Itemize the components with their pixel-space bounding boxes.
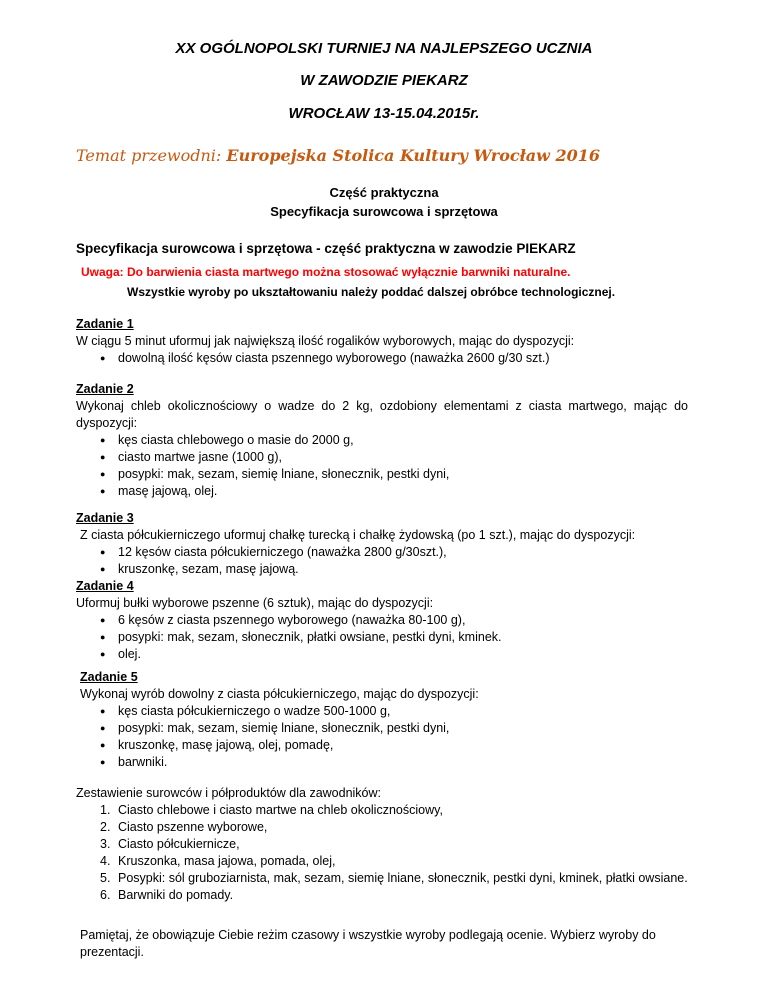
task-items	[76, 350, 688, 367]
note-text: Wszystkie wyroby po ukształtowaniu należy poddać dalszej obróbce technologicznej.	[127, 285, 616, 299]
title-line-1: XX OGÓLNOPOLSKI TURNIEJ NA NAJLEPSZEGO UCZNIA	[175, 40, 593, 57]
list-number: 2.	[100, 820, 111, 834]
list-number: 4.	[100, 854, 111, 868]
task-label: Zadanie 2	[76, 382, 134, 396]
task-items	[76, 612, 688, 663]
list-item	[100, 819, 688, 836]
list-item: ● posypki: mak, sezam, siemię lniane, słonecznik, pestki dyni,	[100, 720, 692, 737]
list-number: 1.	[100, 803, 111, 817]
list-number: 5.	[100, 871, 111, 885]
summary-intro: Zestawienie surowców i półproduktów dla zawodników:	[76, 786, 382, 800]
task-text: W ciągu 5 minut uformuj jak największą ilość rogalików wyborowych, mając do dyspozycji:	[76, 334, 575, 348]
task-text: Uformuj bułki wyborowe pszenne (6 sztuk), mając do dyspozycji:	[76, 596, 434, 610]
task-label: Zadanie 4	[76, 579, 134, 593]
task-label: Zadanie 3	[76, 511, 134, 525]
list-item	[100, 853, 688, 870]
list-item	[100, 836, 688, 853]
list-item: ● barwniki.	[100, 754, 692, 771]
list-item: ● 6 kęsów z ciasta pszennego wyborowego (naważka 80-100 g),	[100, 612, 688, 629]
list-text: Ciasto półcukiernicze,	[118, 837, 240, 851]
task-4	[76, 578, 688, 663]
task-label: Zadanie 5	[80, 670, 138, 684]
list-number: 6.	[100, 888, 111, 902]
list-item: ● kruszonkę, masę jajową, olej, pomadę,	[100, 737, 692, 754]
task-items	[76, 432, 688, 500]
list-item: ● kęs ciasta półcukierniczego o wadze 500-1000 g,	[100, 703, 692, 720]
task-items	[80, 703, 692, 771]
list-item: ● ciasto martwe jasne (1000 g),	[100, 449, 688, 466]
list-text: Ciasto pszenne wyborowe,	[118, 820, 268, 834]
title-line-3: WROCŁAW 13-15.04.2015r.	[288, 105, 480, 122]
list-item: ● dowolną ilość kęsów ciasta pszennego wyborowego (naważka 2600 g/30 szt.)	[100, 350, 688, 367]
task-text: Wykonaj chleb okolicznościowy o wadze do 2 kg, ozdobiony elementami z ciasta martwego, mając do dyspozycji:	[76, 399, 688, 430]
list-item: ● 12 kęsów ciasta półcukierniczego (naważka 2800 g/30szt.),	[100, 544, 688, 561]
task-items	[76, 544, 688, 578]
summary-section	[76, 785, 688, 904]
footer-note: Pamiętaj, że obowiązuje Ciebie reżim czasowy i wszystkie wyroby podlegają ocenie. Wybierz wyroby do prezentacji.	[80, 928, 656, 959]
list-number: 3.	[100, 837, 111, 851]
list-text: Ciasto chlebowe i ciasto martwe na chleb okolicznościowy,	[118, 803, 443, 817]
theme-name: Europejska Stolica Kultury Wrocław 2016	[226, 146, 601, 165]
list-item	[100, 802, 688, 819]
list-item: ● posypki: mak, sezam, słonecznik, płatki owsiane, pestki dyni, kminek.	[100, 629, 688, 646]
list-text: Kruszonka, masa jajowa, pomada, olej,	[118, 854, 336, 868]
task-text: Wykonaj wyrób dowolny z ciasta półcukierniczego, mając do dyspozycji:	[80, 687, 479, 701]
list-item: ● masę jajową, olej.	[100, 483, 688, 500]
task-2	[76, 381, 688, 500]
section-title: Specyfikacja surowcowa i sprzętowa - część praktyczna w zawodzie PIEKARZ	[76, 241, 576, 256]
theme-line	[76, 146, 600, 165]
subheader-line-2: Specyfikacja surowcowa i sprzętowa	[270, 204, 498, 219]
list-item: ● olej.	[100, 646, 688, 663]
list-item: ● kęs ciasta chlebowego o masie do 2000 g,	[100, 432, 688, 449]
warning-text: Uwaga: Do barwienia ciasta martwego można stosować wyłącznie barwniki naturalne.	[81, 265, 571, 279]
list-item: ● posypki: mak, sezam, siemię lniane, słonecznik, pestki dyni,	[100, 466, 688, 483]
task-3	[76, 510, 688, 578]
list-item	[100, 887, 688, 904]
list-text: Posypki: sól gruboziarnista, mak, sezam, siemię lniane, słonecznik, pestki dyni, kminek, płatki owsiane.	[118, 871, 688, 885]
title-line-2: W ZAWODZIE PIEKARZ	[300, 72, 468, 89]
list-item	[100, 870, 688, 887]
task-1	[76, 316, 688, 367]
task-text: Z ciasta półcukierniczego uformuj chałkę turecką i chałkę żydowską (po 1 szt.), mając do dyspozycji:	[80, 528, 636, 542]
task-5	[80, 669, 692, 771]
task-label: Zadanie 1	[76, 317, 134, 331]
summary-list	[76, 802, 688, 904]
list-item: ● kruszonkę, sezam, masę jajową.	[100, 561, 688, 578]
subheader-line-1: Część praktyczna	[329, 185, 439, 200]
theme-prefix: Temat przewodni:	[76, 146, 227, 165]
list-text: Barwniki do pomady.	[118, 888, 234, 902]
